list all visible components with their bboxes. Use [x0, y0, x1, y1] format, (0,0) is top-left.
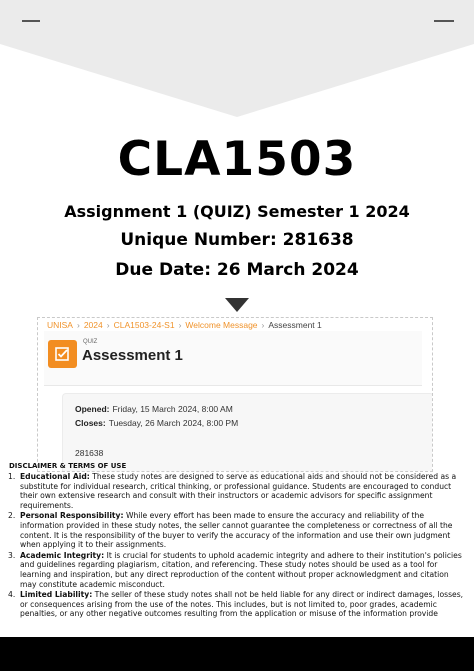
disclaimer-item-text: These study notes are designed to serve as educational aids and should not be considered as a substitute for individual research, critical thinking, or professional guidance. Students are encouraged to conduct their own extensive research and consult with their instructors or academic advisors for specific assignment requirements. — [20, 472, 457, 510]
disclaimer-item-title: Limited Liability: — [20, 590, 93, 600]
disclaimer-item-title: Academic Integrity: — [20, 550, 105, 560]
disclaimer-item-number: 2. — [8, 511, 16, 521]
activity-title: Assessment 1 — [82, 347, 183, 364]
quiz-icon — [48, 340, 77, 368]
disclaimer-item-text: While every effort has been made to ensure the accuracy and reliability of the information provided in these study notes, the seller cannot guarantee the completeness or correctness of all the content. It is the responsibility of the buyer to verify the accuracy of the information and use their own judgment when applying it to their assignments. — [20, 511, 453, 550]
closes-row — [75, 418, 238, 428]
quiz-dates-card — [62, 393, 433, 472]
disclaimer-item-number: 3. — [8, 550, 16, 560]
top-left-rule — [22, 20, 40, 22]
activity-type-label: QUIZ — [83, 339, 98, 345]
disclaimer-item — [6, 472, 466, 510]
disclaimer-list — [6, 472, 466, 620]
breadcrumb-separator-icon: › — [106, 320, 110, 330]
disclaimer-item-text: It is crucial for students to uphold academic integrity and adhere to their institution's policies and guidelines regarding plagiarism, citation, and referencing. These study notes should be used as a tool for learning and inspiration, but any direct reproduction of the content without proper acknowledgment and citation may constitute academic misconduct. — [20, 550, 462, 589]
breadcrumb-separator-icon: › — [178, 320, 182, 330]
closes-value: Tuesday, 26 March 2024, 8:00 PM — [108, 418, 239, 428]
bottom-black-band — [0, 637, 474, 671]
breadcrumb-item-year[interactable]: 2024 — [83, 320, 103, 330]
breadcrumb-item-unisa[interactable]: UNISA — [47, 320, 73, 330]
top-chevron-banner — [0, 0, 474, 118]
disclaimer-item-title: Personal Responsibility: — [20, 511, 124, 521]
activity-header — [44, 331, 422, 386]
course-code: CLA1503 — [117, 132, 357, 187]
top-right-rule — [434, 20, 454, 22]
disclaimer-section — [0, 462, 474, 637]
assignment-title: Assignment 1 (QUIZ) Semester 1 2024 — [64, 202, 410, 221]
breadcrumb-separator-icon: › — [261, 320, 265, 330]
opened-row — [75, 404, 233, 414]
quiz-unique-number: 281638 — [75, 448, 104, 458]
breadcrumb-item-welcome[interactable]: Welcome Message — [185, 320, 258, 330]
lms-screenshot — [37, 317, 433, 472]
closes-label: Closes: — [75, 418, 106, 428]
disclaimer-heading: DISCLAIMER & TERMS OF USE — [9, 462, 127, 470]
disclaimer-item-text: The seller of these study notes shall not be held liable for any direct or indirect damages, losses, or consequences arising from the use of the notes. This includes, but is not limited to, poor grades, academic penalties, or any other negative outcomes resulting from the application or misuse of the information provide — [20, 590, 464, 619]
opened-value: Friday, 15 March 2024, 8:00 AM — [112, 404, 233, 414]
disclaimer-item — [6, 551, 466, 589]
due-date: Due Date: 26 March 2024 — [115, 260, 359, 280]
disclaimer-item-title: Educational Aid: — [20, 472, 90, 481]
unique-number: Unique Number: 281638 — [120, 230, 354, 250]
breadcrumb-item-course[interactable]: CLA1503-24-S1 — [113, 320, 175, 330]
disclaimer-item-number: 1. — [8, 472, 16, 481]
breadcrumb-item-current: Assessment 1 — [268, 320, 322, 330]
disclaimer-item — [6, 511, 466, 549]
breadcrumb — [47, 320, 322, 330]
breadcrumb-separator-icon: › — [76, 320, 80, 330]
disclaimer-item — [6, 590, 466, 619]
down-triangle-icon — [225, 298, 249, 312]
opened-label: Opened: — [75, 404, 110, 414]
disclaimer-item-number: 4. — [8, 590, 16, 600]
